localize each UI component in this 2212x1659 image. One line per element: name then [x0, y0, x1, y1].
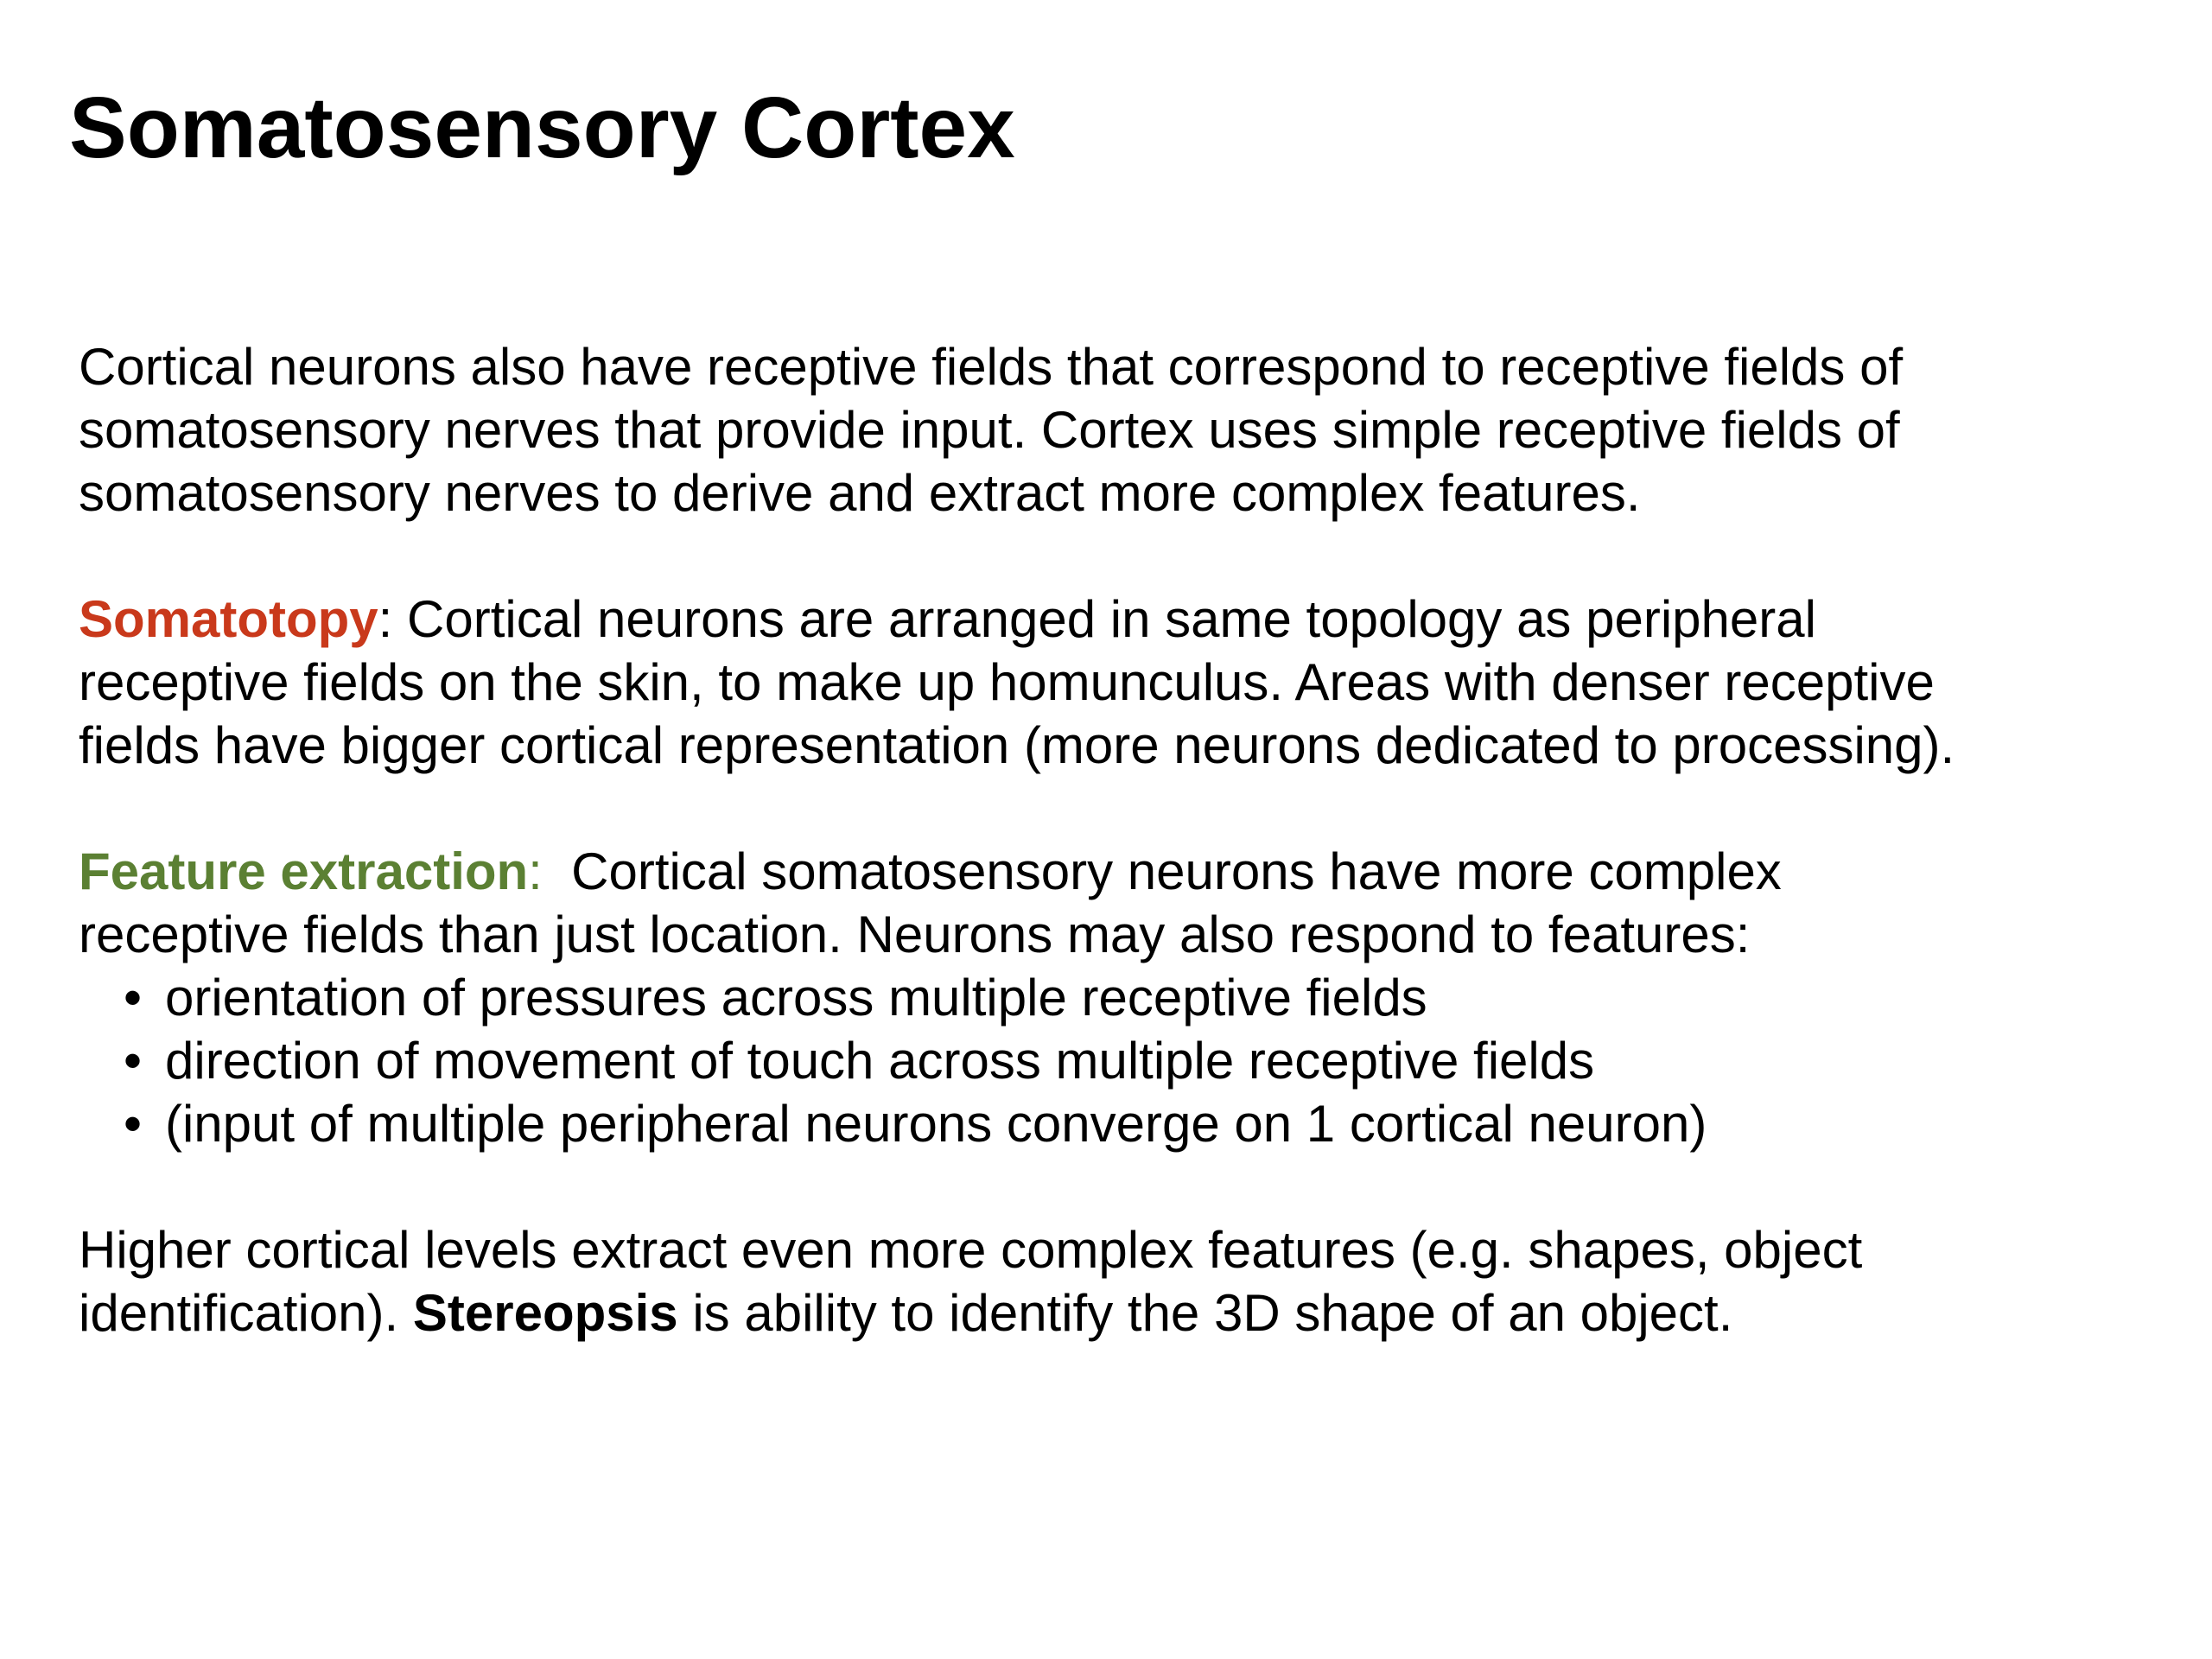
term-colon: :: [528, 842, 543, 900]
text-fragment: identification).: [79, 1284, 413, 1342]
bullet-icon: •: [124, 1032, 143, 1090]
term-stereopsis: Stereopsis: [412, 1284, 678, 1342]
slide-body: [79, 335, 2152, 1344]
list-item: [79, 1092, 2152, 1155]
bullet-icon: •: [124, 969, 143, 1027]
bullet-icon: •: [124, 1095, 143, 1153]
list-item-text: (input of multiple peripheral neurons converge on 1 cortical neuron): [165, 1095, 1707, 1153]
paragraph-cortical-neurons: [79, 335, 2152, 524]
page-title: Somatosensory Cortex: [69, 79, 1015, 176]
feature-bullet-list: [79, 966, 2152, 1155]
text-line: receptive fields than just location. Neurons may also respond to features:: [79, 906, 1751, 963]
text-line: Higher cortical levels extract even more complex features (e.g. shapes, object: [79, 1221, 1863, 1279]
list-item: [79, 966, 2152, 1029]
term-feature-extraction: Feature extraction: [79, 842, 529, 900]
text-fragment: is ability to identify the 3D shape of an object.: [677, 1284, 1733, 1342]
text-line: somatosensory nerves that provide input. Cortex uses simple receptive fields of: [79, 401, 1900, 459]
paragraph-somatotopy: [79, 588, 2152, 777]
text-line: [79, 1281, 2152, 1344]
text-line: fields have bigger cortical representation (more neurons dedicated to processing).: [79, 716, 1955, 774]
list-item: [79, 1029, 2152, 1092]
list-item-text: orientation of pressures across multiple receptive fields: [165, 969, 1427, 1027]
paragraph-feature-extraction: [79, 840, 2152, 966]
text-line: Cortical neurons also have receptive fields that correspond to receptive fields of: [79, 338, 1904, 396]
text-fragment: Cortical somatosensory neurons have more complex: [542, 842, 1782, 900]
paragraph-higher-levels: [79, 1218, 2152, 1344]
term-somatotopy: Somatotopy: [79, 590, 378, 648]
text-fragment: : Cortical neurons are arranged in same topology as peripheral: [378, 590, 1816, 648]
text-line: somatosensory nerves to derive and extract more complex features.: [79, 464, 1641, 522]
text-line: [79, 840, 2152, 903]
text-line: [79, 588, 2152, 651]
list-item-text: direction of movement of touch across multiple receptive fields: [165, 1032, 1595, 1090]
text-line: receptive fields on the skin, to make up homunculus. Areas with denser receptive: [79, 653, 1935, 711]
